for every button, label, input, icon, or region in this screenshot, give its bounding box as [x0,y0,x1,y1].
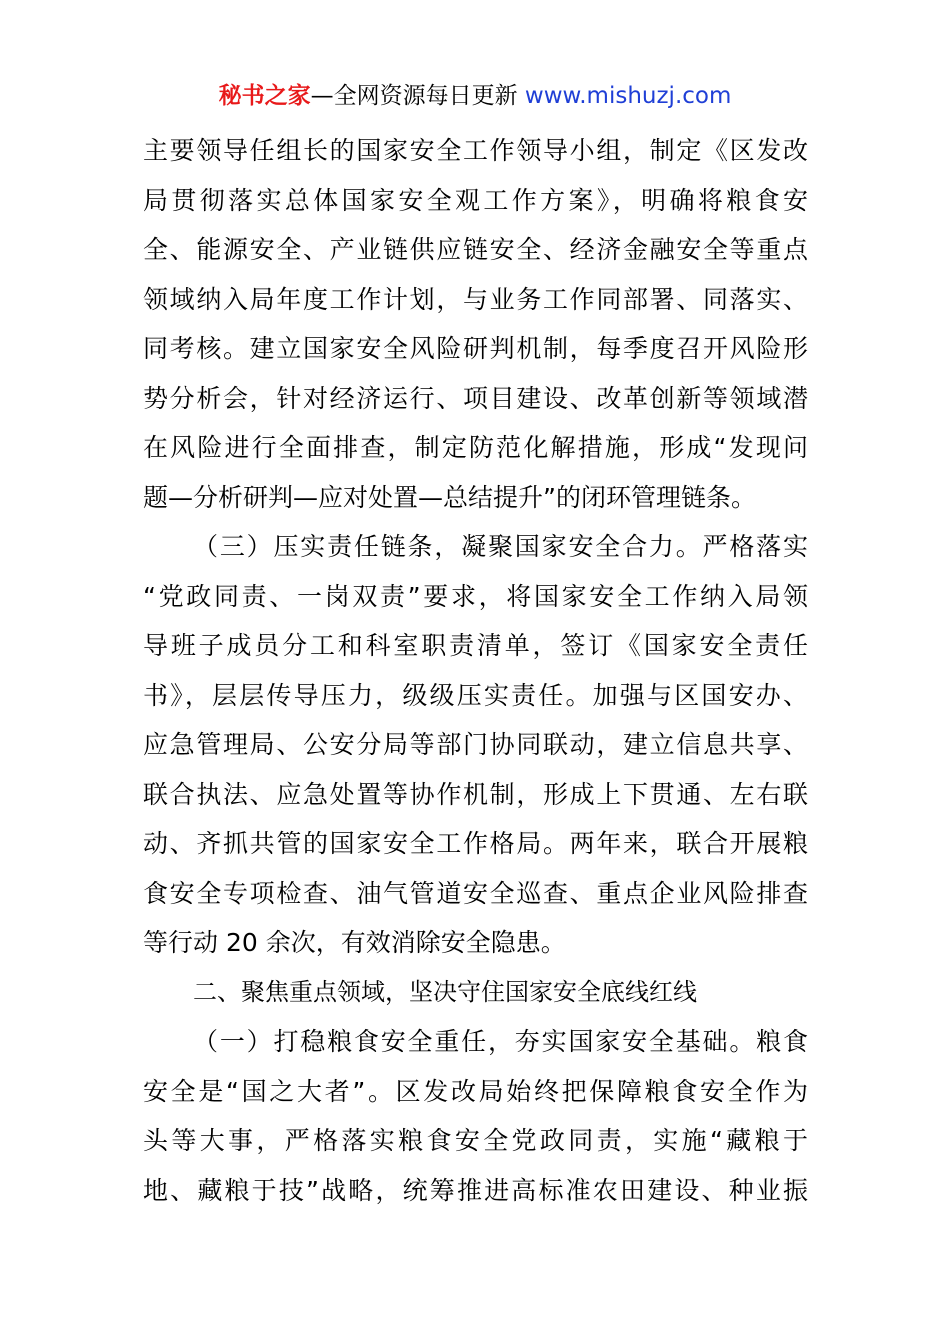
text-line: 局贯彻落实总体国家安全观工作方案》，明确将粮食安 [143,185,808,215]
text-line: 势分析会，针对经济运行、项目建设、改革创新等领域潜 [143,383,808,413]
document-header [0,80,950,112]
text-line: 导班子成员分工和科室职责清单，签订《国家安全责任 [143,631,808,660]
text-line: 领域纳入局年度工作计划，与业务工作同部署、同落实、 [143,284,808,314]
text-line: 动、齐抓共管的国家安全工作格局。两年来，联合开展粮 [143,829,808,858]
text-line: “党政同责、一岗双责”要求，将国家安全工作纳入局领 [143,581,808,611]
chapter-heading: 二、聚焦重点领域，坚决守住国家安全底线红线 [193,977,697,1006]
text-line: 食安全专项检查、油气管道安全巡查、重点企业风险排查 [143,878,808,908]
text-line: 书》，层层传导压力，级级压实责任。加强与区国安办、 [143,680,808,710]
site-url-link[interactable]: www.mishuzj.com [524,83,732,109]
text-line: 等行动 20 余次，有效消除安全隐患。 [143,928,566,957]
section-heading-line: （三）压实责任链条，凝聚国家安全合力。严格落实 [193,532,808,561]
text-line: 主要领导任组长的国家安全工作领导小组，制定《区发改 [143,136,808,165]
site-tagline: —全网资源每日更新 [310,83,525,109]
text-line: 应急管理局、公安分局等部门协同联动，建立信息共享、 [143,730,808,759]
text-line: 地、藏粮于技”战略，统筹推进高标准农田建设、种业振 [143,1175,808,1205]
text-line: 联合执法、应急处置等协作机制，形成上下贯通、左右联 [143,779,808,809]
section-heading-line: （一）打稳粮食安全重任，夯实国家安全基础。粮食 [193,1027,808,1056]
text-line: 头等大事，严格落实粮食安全党政同责，实施“藏粮于 [143,1126,808,1155]
site-brand: 秘书之家 [218,83,311,109]
text-line: 同考核。建立国家安全风险研判机制，每季度召开风险形 [143,334,808,363]
text-line: 题—分析研判—应对处置—总结提升”的闭环管理链条。 [143,482,756,512]
text-line: 安全是“国之大者”。区发改局始终把保障粮食安全作为 [143,1076,808,1106]
text-line: 在风险进行全面排查，制定防范化解措施，形成“发现问 [143,433,808,462]
document-body [143,126,808,1215]
text-line: 全、能源安全、产业链供应链安全、经济金融安全等重点 [143,235,808,264]
